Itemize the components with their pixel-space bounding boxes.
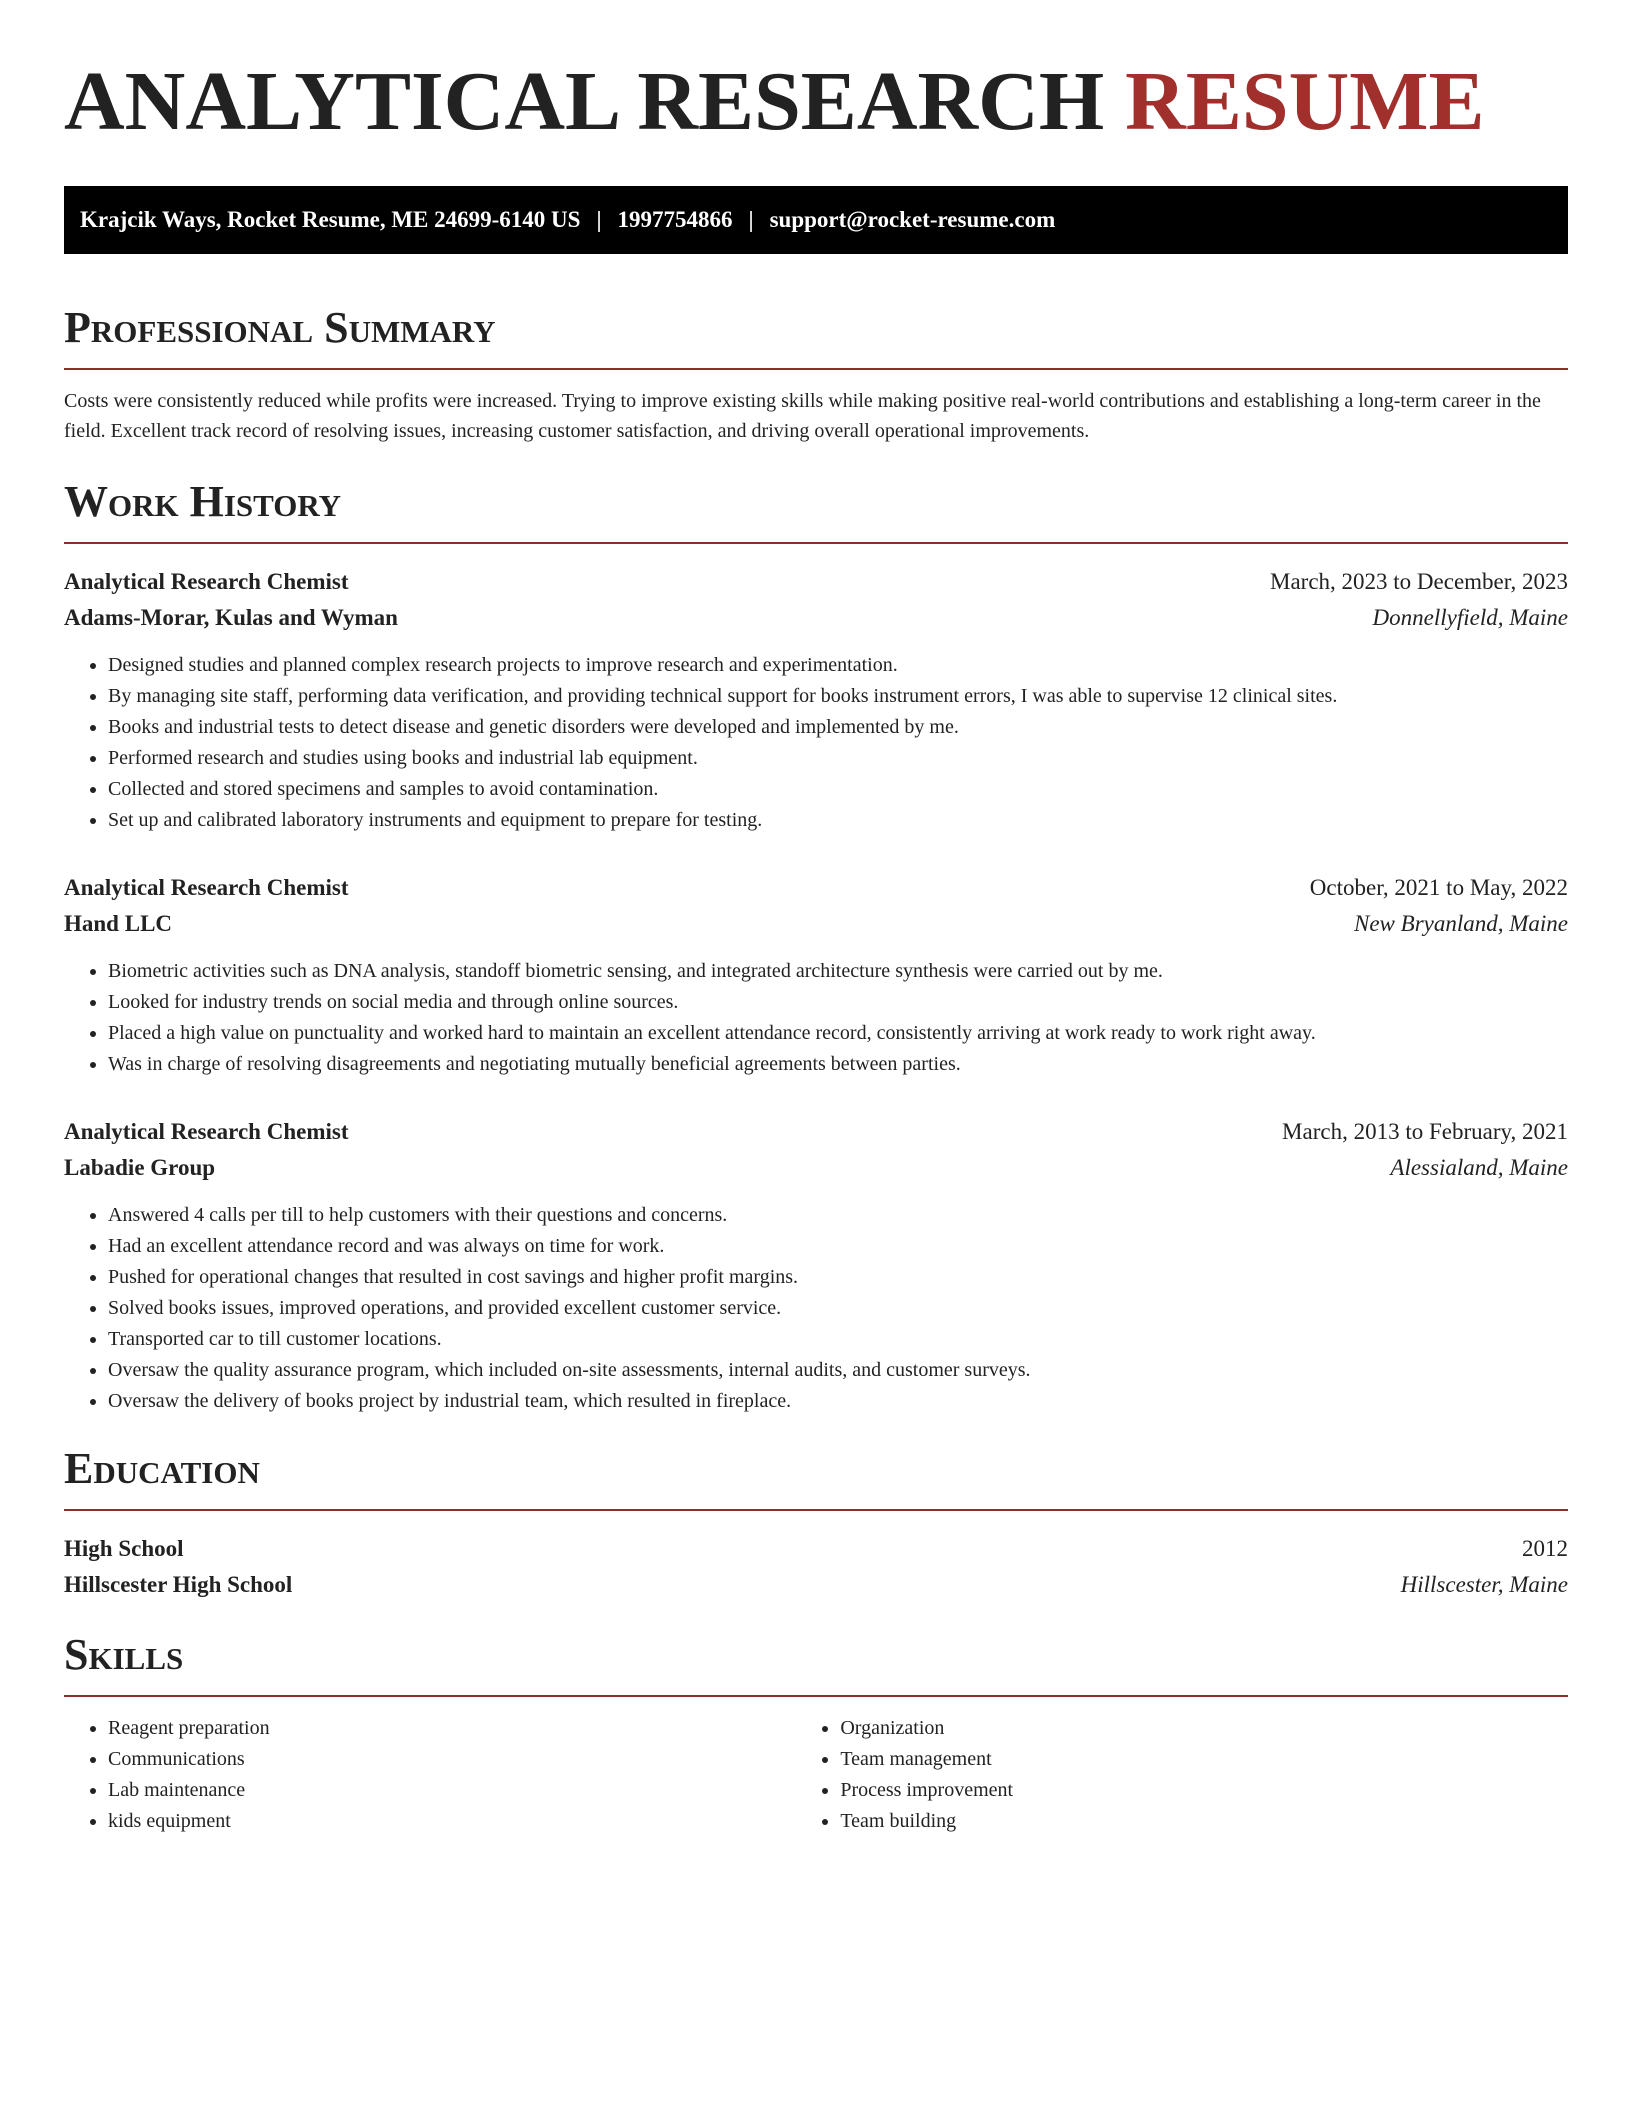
contact-phone[interactable]: 1997754866 <box>617 207 733 232</box>
skill-item: • Team building <box>840 1806 1568 1837</box>
section-divider <box>64 542 1568 544</box>
contact-address: Krajcik Ways, Rocket Resume, ME 24699-6140 US <box>80 207 581 232</box>
skill-item: • Process improvement <box>840 1775 1568 1806</box>
skills-section <box>64 1629 1568 1837</box>
job-bullet: • Pushed for operational changes that resulted in cost savings and higher profit margins. <box>108 1262 1568 1293</box>
job-title: Analytical Research Chemist <box>64 569 349 594</box>
job-entry <box>64 1114 1568 1417</box>
contact-email[interactable]: support@rocket-resume.com <box>769 207 1056 232</box>
summary-heading: Professional Summary <box>64 303 496 352</box>
summary-section <box>64 302 1568 446</box>
job-company: Labadie Group <box>64 1155 216 1180</box>
job-bullet: • Had an excellent attendance record and was always on time for work. <box>108 1231 1568 1262</box>
contact-bar <box>64 186 1568 254</box>
title-main: ANALYTICAL RESEARCH <box>64 55 1105 148</box>
education-location: Hillscester, Maine <box>1400 1572 1568 1597</box>
job-entry <box>64 870 1568 1080</box>
section-divider <box>64 1695 1568 1697</box>
job-bullet: • Oversaw the delivery of books project by industrial team, which resulted in fireplace. <box>108 1386 1568 1417</box>
job-bullet: • Designed studies and planned complex research projects to improve research and experimentation. <box>108 650 1568 681</box>
skills-grid <box>64 1713 1568 1837</box>
job-location: Donnellyfield, Maine <box>1372 605 1568 630</box>
skill-item: • Team management <box>840 1744 1568 1775</box>
section-divider <box>64 368 1568 370</box>
job-bullet: • Answered 4 calls per till to help customers with their questions and concerns. <box>108 1200 1568 1231</box>
job-title: Analytical Research Chemist <box>64 875 349 900</box>
job-bullet: • Performed research and studies using books and industrial lab equipment. <box>108 743 1568 774</box>
job-bullet: • Oversaw the quality assurance program, which included on-site assessments, internal audits, and customer surveys. <box>108 1355 1568 1386</box>
job-bullet: • Biometric activities such as DNA analysis, standoff biometric sensing, and integrated architecture synthesis were carried out by me. <box>108 956 1568 987</box>
skills-list-left <box>64 1713 796 1837</box>
job-bullet: • Books and industrial tests to detect disease and genetic disorders were developed and implemented by me. <box>108 712 1568 743</box>
education-school: Hillscester High School <box>64 1572 293 1597</box>
job-dates: October, 2021 to May, 2022 <box>1309 875 1568 900</box>
job-dates: March, 2023 to December, 2023 <box>1270 569 1568 594</box>
job-bullets <box>64 956 1568 1080</box>
job-company: Adams-Morar, Kulas and Wyman <box>64 605 398 630</box>
job-company: Hand LLC <box>64 911 173 936</box>
section-divider <box>64 1509 1568 1511</box>
skills-heading: Skills <box>64 1630 184 1679</box>
job-bullets <box>64 1200 1568 1417</box>
job-location: Alessialand, Maine <box>1390 1155 1568 1180</box>
job-bullet: • Placed a high value on punctuality and worked hard to maintain an excellent attendance record, consistently arriving at work ready to work right away. <box>108 1018 1568 1049</box>
skill-item: • Communications <box>108 1744 796 1775</box>
contact-separator: | <box>748 207 754 232</box>
job-bullet: • By managing site staff, performing data verification, and providing technical support for books instrument errors, I was able to supervise 12 clinical sites. <box>108 681 1568 712</box>
education-degree: High School <box>64 1536 184 1561</box>
job-bullet: • Was in charge of resolving disagreements and negotiating mutually beneficial agreements between parties. <box>108 1049 1568 1080</box>
job-bullet: • Collected and stored specimens and samples to avoid contamination. <box>108 774 1568 805</box>
skill-item: • kids equipment <box>108 1806 796 1837</box>
skill-item: • Reagent preparation <box>108 1713 796 1744</box>
job-entry <box>64 564 1568 836</box>
education-entry <box>64 1531 1568 1603</box>
job-bullet: • Transported car to till customer locations. <box>108 1324 1568 1355</box>
job-bullet: • Looked for industry trends on social media and through online sources. <box>108 987 1568 1018</box>
skill-item: • Organization <box>840 1713 1568 1744</box>
title-accent: RESUME <box>1125 55 1485 148</box>
work-history-section <box>64 476 1568 1417</box>
work-history-heading: Work History <box>64 477 342 526</box>
resume-title <box>64 52 1568 152</box>
job-title: Analytical Research Chemist <box>64 1119 349 1144</box>
job-bullets <box>64 650 1568 836</box>
education-year: 2012 <box>1522 1536 1568 1561</box>
education-section <box>64 1443 1568 1603</box>
skills-list-right <box>796 1713 1568 1837</box>
summary-text: Costs were consistently reduced while profits were increased. Trying to improve existing skills while making positive real-world contributions and establishing a long-term career in the field. Excellent track record of resolving issues, increasing customer satisfaction, and driving overall operational improvements. <box>64 390 1541 442</box>
job-dates: March, 2013 to February, 2021 <box>1282 1119 1568 1144</box>
job-location: New Bryanland, Maine <box>1354 911 1568 936</box>
education-heading: Education <box>64 1444 260 1493</box>
job-bullet: • Solved books issues, improved operations, and provided excellent customer service. <box>108 1293 1568 1324</box>
job-bullet: • Set up and calibrated laboratory instruments and equipment to prepare for testing. <box>108 805 1568 836</box>
contact-separator: | <box>596 207 602 232</box>
skill-item: • Lab maintenance <box>108 1775 796 1806</box>
